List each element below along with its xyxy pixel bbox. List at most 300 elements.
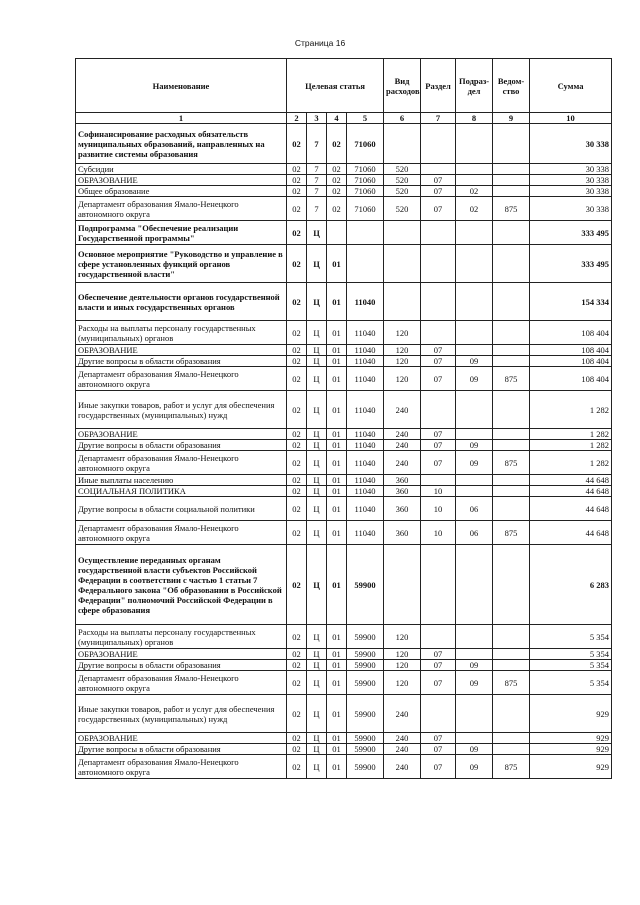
row-name: Другие вопросы в области образования (76, 660, 287, 671)
row-name: Департамент образования Ямало-Ненецкого автономного округа (76, 755, 287, 779)
target-code-2: 7 (307, 164, 327, 175)
row-name: Осуществление переданных органам государственной власти субъектов Российской Федерации в соответствии с частью 1 статьи 7 Федерального закона "Об образовании в Российской Федерации" полномочий Российской Федерации в сфере образования (76, 545, 287, 625)
amount: 1 282 (530, 451, 612, 475)
amount: 1 282 (530, 429, 612, 440)
table-row (76, 391, 612, 429)
target-code-1: 02 (287, 755, 307, 779)
target-code-1: 02 (287, 221, 307, 245)
table-row (76, 440, 612, 451)
target-code-4: 59900 (347, 660, 384, 671)
amount: 929 (530, 744, 612, 755)
target-code-4: 11040 (347, 391, 384, 429)
department-code (493, 733, 530, 744)
expense-type: 360 (384, 486, 421, 497)
expense-type: 360 (384, 497, 421, 521)
header-target-article: Целевая статья (287, 59, 384, 113)
target-code-4: 11040 (347, 429, 384, 440)
department-code (493, 695, 530, 733)
row-name: Общее образование (76, 186, 287, 197)
table-row (76, 367, 612, 391)
expense-type: 360 (384, 521, 421, 545)
row-name: ОБРАЗОВАНИЕ (76, 733, 287, 744)
target-code-2: Ц (307, 429, 327, 440)
section (421, 124, 456, 164)
target-code-1: 02 (287, 197, 307, 221)
column-number: 2 (287, 113, 307, 124)
row-name: Департамент образования Ямало-Ненецкого автономного округа (76, 197, 287, 221)
target-code-3: 01 (327, 695, 347, 733)
amount: 108 404 (530, 367, 612, 391)
expense-type: 120 (384, 649, 421, 660)
expense-type: 520 (384, 164, 421, 175)
expense-type: 120 (384, 321, 421, 345)
target-code-1: 02 (287, 545, 307, 625)
department-code (493, 475, 530, 486)
table-row (76, 197, 612, 221)
section: 07 (421, 660, 456, 671)
target-code-2: Ц (307, 367, 327, 391)
target-code-2: Ц (307, 755, 327, 779)
target-code-3: 01 (327, 649, 347, 660)
target-code-2: 7 (307, 186, 327, 197)
target-code-1: 02 (287, 649, 307, 660)
amount: 929 (530, 755, 612, 779)
department-code (493, 660, 530, 671)
subsection (456, 475, 493, 486)
section: 10 (421, 521, 456, 545)
amount: 333 495 (530, 221, 612, 245)
subsection (456, 733, 493, 744)
section: 07 (421, 429, 456, 440)
row-name: ОБРАЗОВАНИЕ (76, 345, 287, 356)
amount: 108 404 (530, 345, 612, 356)
table-row (76, 356, 612, 367)
amount: 6 283 (530, 545, 612, 625)
table-row (76, 545, 612, 625)
subsection (456, 429, 493, 440)
section: 07 (421, 649, 456, 660)
target-code-1: 02 (287, 451, 307, 475)
target-code-3: 02 (327, 186, 347, 197)
section: 07 (421, 671, 456, 695)
row-name: Департамент образования Ямало-Ненецкого автономного округа (76, 367, 287, 391)
row-name: ОБРАЗОВАНИЕ (76, 175, 287, 186)
target-code-3 (327, 221, 347, 245)
target-code-3: 01 (327, 744, 347, 755)
target-code-1: 02 (287, 124, 307, 164)
section: 07 (421, 451, 456, 475)
section: 07 (421, 356, 456, 367)
section: 07 (421, 744, 456, 755)
expense-type: 120 (384, 367, 421, 391)
column-number: 5 (347, 113, 384, 124)
table-row (76, 671, 612, 695)
department-code (493, 345, 530, 356)
header-section: Раздел (421, 59, 456, 113)
subsection: 09 (456, 356, 493, 367)
section: 07 (421, 367, 456, 391)
row-name: ОБРАЗОВАНИЕ (76, 649, 287, 660)
target-code-1: 02 (287, 391, 307, 429)
target-code-4: 11040 (347, 521, 384, 545)
table-row (76, 283, 612, 321)
target-code-1: 02 (287, 283, 307, 321)
amount: 929 (530, 695, 612, 733)
amount: 5 354 (530, 660, 612, 671)
department-code: 875 (493, 671, 530, 695)
section (421, 245, 456, 283)
section: 07 (421, 755, 456, 779)
target-code-4: 11040 (347, 475, 384, 486)
table-row (76, 186, 612, 197)
expense-type: 120 (384, 660, 421, 671)
target-code-2: Ц (307, 451, 327, 475)
target-code-4 (347, 245, 384, 283)
expense-type: 240 (384, 391, 421, 429)
target-code-2: Ц (307, 545, 327, 625)
target-code-2: Ц (307, 391, 327, 429)
target-code-2: Ц (307, 221, 327, 245)
amount: 30 338 (530, 186, 612, 197)
row-name: Основное мероприятие "Руководство и управление в сфере установленных функций органов государственной власти" (76, 245, 287, 283)
target-code-1: 02 (287, 367, 307, 391)
target-code-2: Ц (307, 497, 327, 521)
row-name: Подпрограмма "Обеспечение реализации Государственной программы" (76, 221, 287, 245)
department-code (493, 497, 530, 521)
table-row (76, 660, 612, 671)
target-code-3: 01 (327, 521, 347, 545)
subsection (456, 649, 493, 660)
row-name: Другие вопросы в области образования (76, 356, 287, 367)
column-number: 4 (327, 113, 347, 124)
column-number: 10 (530, 113, 612, 124)
target-code-4: 71060 (347, 124, 384, 164)
amount: 1 282 (530, 391, 612, 429)
table-row (76, 175, 612, 186)
target-code-3: 02 (327, 175, 347, 186)
target-code-1: 02 (287, 497, 307, 521)
department-code: 875 (493, 521, 530, 545)
target-code-3: 01 (327, 321, 347, 345)
target-code-1: 02 (287, 175, 307, 186)
header-row (76, 59, 612, 113)
department-code (493, 649, 530, 660)
target-code-4: 59900 (347, 671, 384, 695)
amount: 154 334 (530, 283, 612, 321)
department-code (493, 221, 530, 245)
row-name: Другие вопросы в области образования (76, 744, 287, 755)
target-code-1: 02 (287, 429, 307, 440)
section: 10 (421, 486, 456, 497)
expense-type: 240 (384, 733, 421, 744)
row-name: Иные закупки товаров, работ и услуг для обеспечения государственных (муниципальных) нужд (76, 695, 287, 733)
target-code-1: 02 (287, 625, 307, 649)
target-code-2: Ц (307, 245, 327, 283)
expense-type: 120 (384, 345, 421, 356)
table-row (76, 497, 612, 521)
target-code-1: 02 (287, 475, 307, 486)
target-code-4 (347, 221, 384, 245)
column-number: 1 (76, 113, 287, 124)
section: 07 (421, 440, 456, 451)
target-code-4: 11040 (347, 356, 384, 367)
subsection: 09 (456, 671, 493, 695)
column-number: 3 (307, 113, 327, 124)
table-row (76, 744, 612, 755)
expense-type: 520 (384, 175, 421, 186)
subsection: 02 (456, 197, 493, 221)
target-code-3: 01 (327, 429, 347, 440)
expense-type (384, 124, 421, 164)
target-code-1: 02 (287, 695, 307, 733)
table-row (76, 695, 612, 733)
department-code (493, 186, 530, 197)
expense-type (384, 545, 421, 625)
section (421, 625, 456, 649)
subsection (456, 321, 493, 345)
subsection (456, 164, 493, 175)
target-code-4: 59900 (347, 744, 384, 755)
target-code-2: Ц (307, 521, 327, 545)
amount: 30 338 (530, 175, 612, 186)
target-code-3: 02 (327, 124, 347, 164)
expense-type: 240 (384, 755, 421, 779)
target-code-4: 59900 (347, 625, 384, 649)
target-code-3: 01 (327, 486, 347, 497)
subsection: 09 (456, 440, 493, 451)
target-code-2: Ц (307, 321, 327, 345)
department-code (493, 486, 530, 497)
department-code (493, 124, 530, 164)
department-code (493, 175, 530, 186)
subsection: 09 (456, 755, 493, 779)
department-code (493, 744, 530, 755)
subsection (456, 221, 493, 245)
department-code (493, 283, 530, 321)
table-row (76, 521, 612, 545)
table-row (76, 755, 612, 779)
target-code-3: 01 (327, 283, 347, 321)
target-code-3: 01 (327, 660, 347, 671)
target-code-4: 11040 (347, 440, 384, 451)
expense-type: 520 (384, 197, 421, 221)
department-code: 875 (493, 755, 530, 779)
target-code-4: 11040 (347, 321, 384, 345)
target-code-1: 02 (287, 671, 307, 695)
target-code-4: 11040 (347, 345, 384, 356)
row-name: Расходы на выплаты персоналу государственных (муниципальных) органов (76, 321, 287, 345)
row-name: Иные выплаты населению (76, 475, 287, 486)
target-code-4: 59900 (347, 545, 384, 625)
section (421, 164, 456, 175)
row-name: Департамент образования Ямало-Ненецкого автономного округа (76, 451, 287, 475)
target-code-3: 01 (327, 733, 347, 744)
target-code-4: 11040 (347, 451, 384, 475)
table-row (76, 321, 612, 345)
row-name: Департамент образования Ямало-Ненецкого автономного округа (76, 521, 287, 545)
target-code-1: 02 (287, 356, 307, 367)
expense-type: 520 (384, 186, 421, 197)
expense-type: 360 (384, 475, 421, 486)
subsection: 09 (456, 660, 493, 671)
subsection: 02 (456, 186, 493, 197)
row-name: Обеспечение деятельности органов государственной власти и иных государственных органов (76, 283, 287, 321)
table-row (76, 429, 612, 440)
target-code-1: 02 (287, 733, 307, 744)
target-code-4: 11040 (347, 283, 384, 321)
section: 07 (421, 197, 456, 221)
subsection: 06 (456, 497, 493, 521)
expense-type: 120 (384, 671, 421, 695)
department-code (493, 245, 530, 283)
row-name: Субсидии (76, 164, 287, 175)
amount: 44 648 (530, 521, 612, 545)
table-row (76, 451, 612, 475)
table-row (76, 345, 612, 356)
section (421, 545, 456, 625)
row-name: Софинансирование расходных обязательств муниципальных образований, направленных на развитие системы образования (76, 124, 287, 164)
amount: 5 354 (530, 625, 612, 649)
department-code (493, 429, 530, 440)
amount: 1 282 (530, 440, 612, 451)
target-code-2: Ц (307, 345, 327, 356)
expense-type: 120 (384, 356, 421, 367)
header-name: Наименование (76, 59, 287, 113)
column-number: 8 (456, 113, 493, 124)
target-code-2: 7 (307, 197, 327, 221)
table-row (76, 124, 612, 164)
target-code-3: 01 (327, 755, 347, 779)
target-code-4: 11040 (347, 497, 384, 521)
page-number-label: Страница 16 (294, 38, 346, 48)
table-row (76, 475, 612, 486)
amount: 44 648 (530, 497, 612, 521)
target-code-4: 11040 (347, 367, 384, 391)
target-code-3: 01 (327, 391, 347, 429)
expense-type: 240 (384, 440, 421, 451)
target-code-2: Ц (307, 356, 327, 367)
subsection (456, 625, 493, 649)
target-code-1: 02 (287, 486, 307, 497)
expense-type (384, 245, 421, 283)
target-code-1: 02 (287, 345, 307, 356)
target-code-1: 02 (287, 660, 307, 671)
target-code-2: Ц (307, 744, 327, 755)
column-number: 9 (493, 113, 530, 124)
subsection (456, 345, 493, 356)
department-code (493, 391, 530, 429)
target-code-4: 59900 (347, 755, 384, 779)
section: 07 (421, 186, 456, 197)
target-code-4: 71060 (347, 197, 384, 221)
amount: 5 354 (530, 649, 612, 660)
section: 07 (421, 733, 456, 744)
header-department: Ведом-ство (493, 59, 530, 113)
amount: 30 338 (530, 197, 612, 221)
target-code-1: 02 (287, 245, 307, 283)
expense-type: 240 (384, 429, 421, 440)
target-code-3: 01 (327, 497, 347, 521)
subsection: 06 (456, 521, 493, 545)
target-code-3: 01 (327, 440, 347, 451)
target-code-3: 01 (327, 475, 347, 486)
target-code-4: 71060 (347, 164, 384, 175)
subsection (456, 283, 493, 321)
table-row (76, 245, 612, 283)
department-code (493, 625, 530, 649)
table-row (76, 625, 612, 649)
target-code-1: 02 (287, 164, 307, 175)
budget-table (75, 58, 612, 779)
row-name: Другие вопросы в области образования (76, 440, 287, 451)
subsection: 09 (456, 451, 493, 475)
target-code-2: Ц (307, 649, 327, 660)
header-expense-type: Вид расходов (384, 59, 421, 113)
target-code-1: 02 (287, 521, 307, 545)
target-code-2: 7 (307, 175, 327, 186)
target-code-3: 01 (327, 671, 347, 695)
header-sum: Сумма (530, 59, 612, 113)
expense-type (384, 283, 421, 321)
row-name: Другие вопросы в области социальной политики (76, 497, 287, 521)
amount: 30 338 (530, 124, 612, 164)
amount: 30 338 (530, 164, 612, 175)
section (421, 321, 456, 345)
header-subsection: Подраз-дел (456, 59, 493, 113)
section: 07 (421, 345, 456, 356)
table-row (76, 486, 612, 497)
target-code-3: 01 (327, 345, 347, 356)
row-name: Расходы на выплаты персоналу государственных (муниципальных) органов (76, 625, 287, 649)
target-code-1: 02 (287, 186, 307, 197)
amount: 44 648 (530, 475, 612, 486)
target-code-2: Ц (307, 660, 327, 671)
table-row (76, 649, 612, 660)
target-code-2: Ц (307, 625, 327, 649)
row-name: Департамент образования Ямало-Ненецкого автономного округа (76, 671, 287, 695)
target-code-2: Ц (307, 475, 327, 486)
department-code (493, 440, 530, 451)
section (421, 391, 456, 429)
column-number: 6 (384, 113, 421, 124)
expense-type: 240 (384, 744, 421, 755)
expense-type: 240 (384, 695, 421, 733)
target-code-4: 11040 (347, 486, 384, 497)
section (421, 695, 456, 733)
amount: 44 648 (530, 486, 612, 497)
target-code-3: 01 (327, 356, 347, 367)
target-code-3: 01 (327, 245, 347, 283)
department-code: 875 (493, 367, 530, 391)
target-code-2: Ц (307, 486, 327, 497)
target-code-3: 02 (327, 164, 347, 175)
section (421, 221, 456, 245)
amount: 108 404 (530, 321, 612, 345)
row-name: ОБРАЗОВАНИЕ (76, 429, 287, 440)
subsection (456, 245, 493, 283)
subsection (456, 175, 493, 186)
department-code (493, 321, 530, 345)
target-code-3: 01 (327, 451, 347, 475)
target-code-2: Ц (307, 283, 327, 321)
department-code (493, 356, 530, 367)
target-code-1: 02 (287, 744, 307, 755)
amount: 5 354 (530, 671, 612, 695)
subsection: 09 (456, 367, 493, 391)
amount: 333 495 (530, 245, 612, 283)
target-code-2: 7 (307, 124, 327, 164)
target-code-4: 71060 (347, 186, 384, 197)
